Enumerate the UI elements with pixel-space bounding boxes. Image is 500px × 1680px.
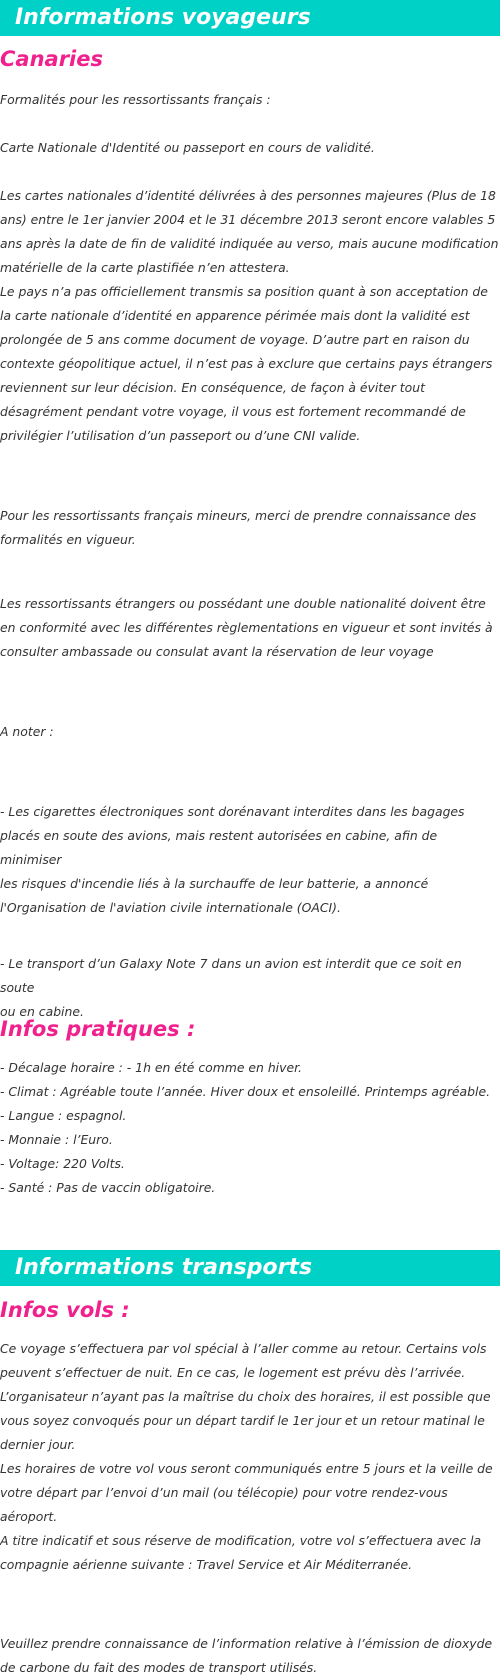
- galaxy-paragraph: - Le transport d’un Galaxy Note 7 dans un avion est interdit que ce soit en soute ou en cabine.: [0, 956, 462, 1019]
- etrangers-paragraph: Les ressortissants étrangers ou possédant une double nationalité doivent être en conformité avec les différentes règlementations en vigueur et sont invités à consulter ambassade ou consulat avant la réservation de leur voyage: [0, 596, 493, 659]
- heading-infos-pratiques: Infos pratiques :: [0, 1017, 196, 1041]
- cni-paragraph: Les cartes nationales d’identité délivrées à des personnes majeures (Plus de 18 ans) entre le 1er janvier 2004 et le 31 décembre 2013 seront encore valables 5 ans après la date de fin de validité indiquée au verso, mais aucune modification matérielle de la carte plastifiée n’en attestera. Le pays n’a pas officiellement transmis sa position quant à son acceptation de la carte nationale d’identité en apparence périmée mais dont la validité est prolongée de 5 ans comme document de voyage. D’autre part en raison du contexte géopolitique actuel, il n’est pas à exclure que certains pays étrangers reviennent sur leur décision. En conséquence, de façon à éviter tout désagrément pendant votre voyage, il vous est fortement recommandé de privilégier l’utilisation d’un passeport ou d’une CNI valide.: [0, 188, 499, 443]
- cni-line: Carte Nationale d'Identité ou passeport en cours de validité.: [0, 140, 375, 155]
- mineurs-paragraph: Pour les ressortissants français mineurs, merci de prendre connaissance des formalités en vigueur.: [0, 508, 477, 547]
- a-noter-label: A noter :: [0, 724, 54, 739]
- heading-infos-vols: Infos vols :: [0, 1298, 130, 1322]
- co2-paragraph: Veuillez prendre connaissance de l’information relative à l’émission de dioxyde de carbone du fait des modes de transport utilisés.: [0, 1636, 493, 1675]
- formalites-intro: Formalités pour les ressortissants français :: [0, 92, 271, 107]
- cigarettes-paragraph: - Les cigarettes électroniques sont dorénavant interdites dans les bagages placés en soute des avions, mais restent autorisées en cabine, afin de minimiser les risques d'incendie liés à la surchauffe de leur batterie, a annoncé l'Organisation de l'aviation civile internationale (OACI).: [0, 804, 465, 915]
- infos-pratiques-list: - Décalage horaire : - 1h en été comme en hiver. - Climat : Agréable toute l’année. Hiver doux et ensoleillé. Printemps agréable. - Langue : espagnol. - Monnaie : l’Euro. - Voltage: 220 Volts. - Santé : Pas de vaccin obligatoire.: [0, 1060, 491, 1195]
- heading-canaries: Canaries: [0, 47, 104, 71]
- vols-paragraph: Ce voyage s’effectuera par vol spécial à l’aller comme au retour. Certains vols peuvent s’effectuer de nuit. En ce cas, le logement est prévu dès l’arrivée. L’organisateur n’ayant pas la maîtrise du choix des horaires, il est possible que vous soyez convoqués pour un départ tardif le 1er jour et un retour matinal le dernier jour. Les horaires de votre vol vous seront communiqués entre 5 jours et la veille de votre départ par l’envoi d’un mail (ou télécopie) pour votre rendez-vous aéroport. A titre indicatif et sous réserve de modification, votre vol s’effectuera avec la compagnie aérienne suivante : Travel Service et Air Méditerranée.: [0, 1341, 493, 1572]
- banner-informations-voyageurs: Informations voyageurs: [0, 0, 500, 36]
- banner-informations-transports: Informations transports: [0, 1250, 500, 1286]
